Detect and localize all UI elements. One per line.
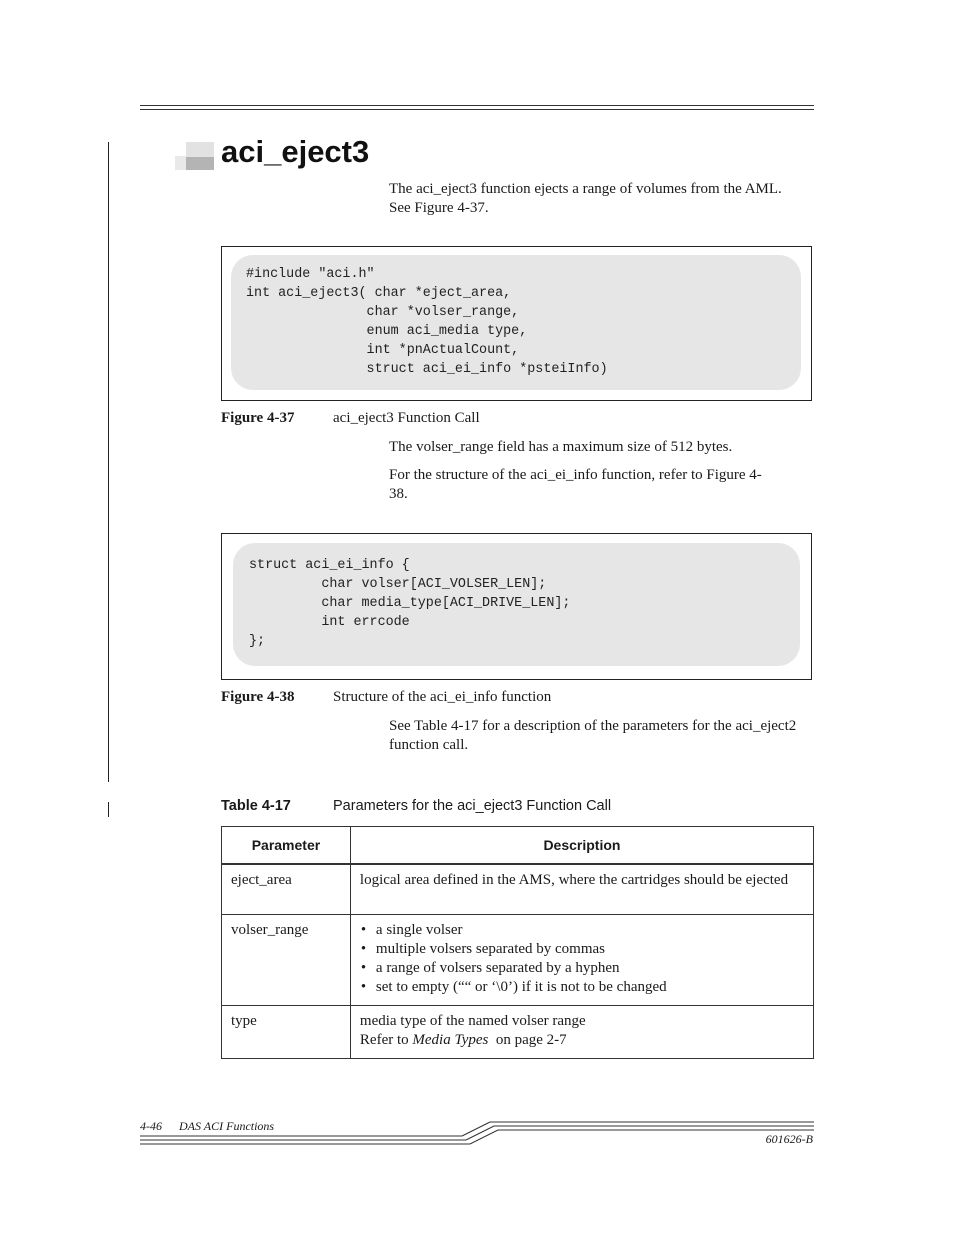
heading-decoration-icon [175, 142, 215, 172]
list-item: • multiple volsers separated by commas [360, 940, 805, 959]
list-item: • a single volser [360, 921, 805, 940]
table-header-row [222, 827, 814, 865]
description-reference [360, 1031, 805, 1050]
footer-section-title: DAS ACI Functions [179, 1119, 275, 1133]
header-rule-top [140, 105, 814, 106]
table-number: Table 4-17 [221, 798, 291, 814]
bullet-list [360, 921, 805, 997]
intro-paragraph: The aci_eject3 function ejects a range of volumes from the AML. See Figure 4-37. [389, 181, 782, 216]
description-line: media type of the named volser range [359, 1012, 586, 1029]
header-rule-bottom [140, 109, 814, 110]
table-caption [221, 798, 611, 814]
footer-page-number: 4-46 [140, 1119, 162, 1133]
table-row [222, 1005, 814, 1058]
figure-number: Figure 4-38 [221, 689, 295, 705]
page-title: aci_eject3 [221, 134, 370, 169]
header-parameter: Parameter [222, 827, 351, 865]
code-figure-4-37 [221, 246, 812, 401]
figure-title: aci_eject3 Function Call [333, 410, 480, 426]
list-item: • set to empty (““ or ‘\0’) if it is not to be changed [360, 978, 805, 997]
table-row [222, 864, 814, 914]
list-item: • a range of volsers separated by a hyphen [360, 959, 805, 978]
figure-4-37-caption [221, 410, 480, 427]
description-cell: logical area defined in the AMS, where the cartridges should be ejected [350, 864, 813, 914]
change-bar-small [108, 802, 109, 817]
table-reference-paragraph: See Table 4-17 for a description of the parameters for the aci_eject2 function call. [389, 718, 797, 753]
description-cell [350, 914, 813, 1005]
parameters-table [221, 826, 814, 1059]
struct-definition-code: struct aci_ei_info { char volser[ACI_VOLSER_LEN]; char media_type[ACI_DRIVE_LEN]; int errcode }; [249, 558, 571, 649]
volser-size-paragraph: The volser_range field has a maximum size of 512 bytes. [389, 439, 733, 455]
change-bar [108, 142, 109, 782]
code-figure-4-38 [221, 533, 812, 680]
footer-document-number: 601626-B [765, 1132, 813, 1146]
function-signature-code: #include "aci.h" int aci_eject3( char *eject_area, char *volser_range, enum aci_media type, int *pnActualCount, struct aci_ei_info *psteiInfo) [246, 267, 608, 377]
reference-prefix: Refer to [359, 1031, 413, 1048]
description-cell [350, 1005, 813, 1058]
figure-title: Structure of the aci_ei_info function [333, 689, 552, 705]
table-row [222, 914, 814, 1005]
figure-number: Figure 4-37 [221, 410, 295, 426]
reference-suffix: on page 2-7 [488, 1031, 567, 1048]
header-description: Description [350, 827, 813, 865]
reference-link-text: Media Types [412, 1031, 489, 1048]
parameter-cell: eject_area [222, 864, 351, 914]
figure-4-38-caption [221, 689, 551, 706]
footer-rule-graphic [140, 1118, 816, 1148]
parameter-cell: type [222, 1005, 351, 1058]
structure-reference-paragraph: For the structure of the aci_ei_info function, refer to Figure 4-38. [389, 467, 762, 502]
table-title: Parameters for the aci_eject3 Function Call [333, 798, 612, 814]
parameter-cell: volser_range [222, 914, 351, 1005]
